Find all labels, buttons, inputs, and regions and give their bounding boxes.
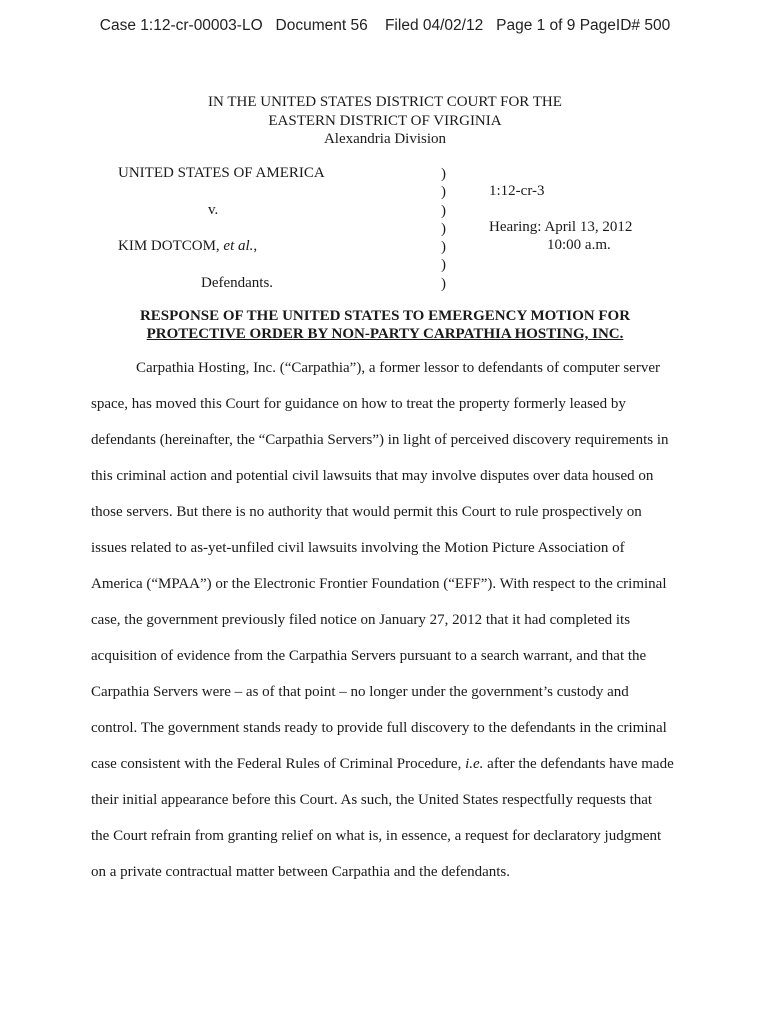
court-heading [0, 93, 770, 149]
body-line: acquisition of evidence from the Carpathia Servers pursuant to a search warrant, and that the [91, 648, 647, 664]
document-title-line2: PROTECTIVE ORDER BY NON-PARTY CARPATHIA HOSTING, INC. [146, 326, 624, 342]
defendants-label: Defendants. [201, 275, 274, 291]
body-line: America (“MPAA”) or the Electronic Frontier Foundation (“EFF”). With respect to the criminal [91, 576, 667, 592]
body-line: those servers. But there is no authority that would permit this Court to rule prospectively on [91, 504, 642, 520]
body-line: this criminal action and potential civil lawsuits that may involve disputes over data housed on [91, 468, 654, 484]
caption-paren: ) [441, 257, 446, 274]
hearing-time: 10:00 a.m. [547, 237, 611, 253]
body-line: issues related to as-yet-unfiled civil lawsuits involving the Motion Picture Association of [91, 540, 625, 556]
document-title [0, 307, 770, 343]
body-line: case consistent with the Federal Rules of Criminal Procedure, i.e. after the defendants have made [91, 756, 674, 772]
caption-paren: ) [441, 166, 446, 182]
body-line: space, has moved this Court for guidance on how to treat the property formerly leased by [91, 396, 626, 412]
hearing-date: Hearing: April 13, 2012 [489, 219, 633, 235]
caption-paren: ) [441, 184, 446, 201]
court-division-line: Alexandria Division [323, 131, 447, 147]
case-number: 1:12-cr-3 [489, 183, 545, 199]
caption-paren: ) [441, 202, 446, 219]
caption-paren: ) [441, 220, 446, 237]
defendant-name: KIM DOTCOM, et al., [118, 238, 258, 254]
body-line: on a private contractual matter between Carpathia and the defendants. [91, 864, 510, 880]
plaintiff-name: UNITED STATES OF AMERICA [118, 165, 325, 181]
court-district-line: EASTERN DISTRICT OF VIRGINIA [268, 112, 502, 129]
court-name-line: IN THE UNITED STATES DISTRICT COURT FOR THE [208, 94, 562, 110]
body-line: defendants (hereinafter, the “Carpathia Servers”) in light of perceived discovery requirements in [91, 432, 669, 448]
caption-paren: ) [441, 275, 446, 292]
document-title-line1: RESPONSE OF THE UNITED STATES TO EMERGENCY MOTION FOR [139, 308, 631, 324]
caption-paren: ) [441, 239, 446, 256]
body-line: Carpathia Hosting, Inc. (“Carpathia”), a former lessor to defendants of computer server [136, 360, 660, 376]
body-line: their initial appearance before this Court. As such, the United States respectfully requests that [91, 792, 653, 808]
body-line: Carpathia Servers were – as of that point – no longer under the government’s custody and [91, 684, 629, 700]
body-line: case, the government previously filed notice on January 27, 2012 that it had completed its [91, 612, 631, 628]
body-line: control. The government stands ready to provide full discovery to the defendants in the criminal [91, 720, 667, 736]
body-line: the Court refrain from granting relief on what is, in essence, a request for declaratory judgment [91, 828, 662, 844]
caption-parenthesis-column [441, 165, 451, 293]
versus-label: v. [208, 202, 219, 218]
ecf-filing-header: Case 1:12-cr-00003-LO Document 56 Filed 04/02/12 Page 1 of 9 PageID# 500 [99, 17, 671, 34]
